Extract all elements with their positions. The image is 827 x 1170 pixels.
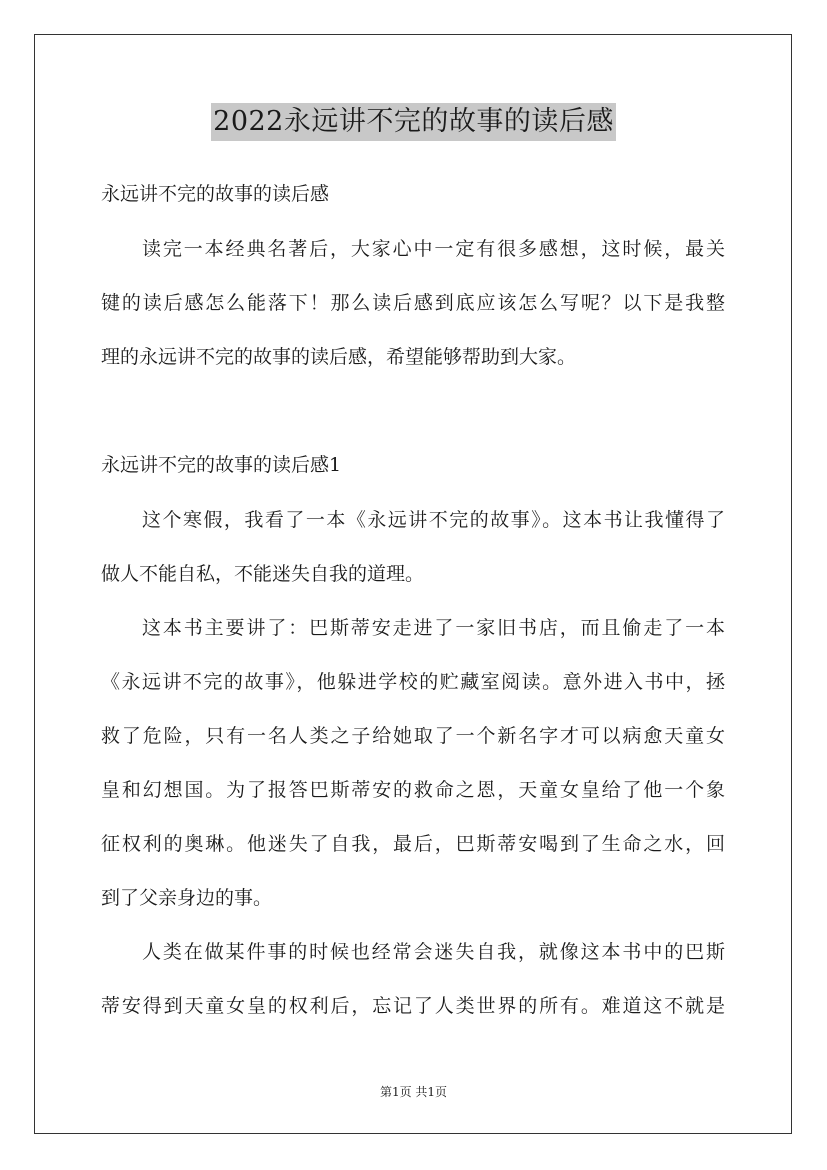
para2-line-2: 《永远讲不完的故事》，他躲进学校的贮藏室阅读。意外进入书中，拯	[101, 671, 725, 693]
section-heading: 永远讲不完的故事的读后感1	[101, 454, 342, 476]
para2-line-4: 皇和幻想国。为了报答巴斯蒂安的救命之恩，天童女皇给了他一个象	[101, 779, 725, 801]
para1-line-1: 这个寒假，我看了一本《永远讲不完的故事》。这本书让我懂得了	[142, 509, 725, 531]
para2-line-3: 救了危险，只有一名人类之子给她取了一个新名字才可以病愈天童女	[101, 725, 725, 747]
document-subtitle: 永远讲不完的故事的读后感	[101, 183, 330, 205]
intro-line-2: 键的读后感怎么能落下！那么读后感到底应该怎么写呢？以下是我整	[101, 292, 725, 314]
para3-line-1: 人类在做某件事的时候也经常会迷失自我，就像这本书中的巴斯	[142, 941, 725, 963]
title-container	[0, 103, 827, 141]
para1-line-2: 做人不能自私，不能迷失自我的道理。	[101, 563, 425, 585]
para3-line-2: 蒂安得到天童女皇的权利后，忘记了人类世界的所有。难道这不就是	[101, 995, 725, 1017]
intro-line-1: 读完一本经典名著后，大家心中一定有很多感想，这时候，最关	[142, 238, 725, 260]
para2-line-5: 征权利的奥琳。他迷失了自我，最后，巴斯蒂安喝到了生命之水，回	[101, 833, 725, 855]
document-title: 2022永远讲不完的故事的读后感	[211, 103, 616, 141]
intro-line-3: 理的永远讲不完的故事的读后感，希望能够帮助到大家。	[101, 346, 577, 368]
page-footer: 第1页 共1页	[379, 1085, 448, 1099]
para2-line-1: 这本书主要讲了：巴斯蒂安走进了一家旧书店，而且偷走了一本	[142, 617, 725, 639]
para2-line-6: 到了父亲身边的事。	[101, 887, 273, 909]
